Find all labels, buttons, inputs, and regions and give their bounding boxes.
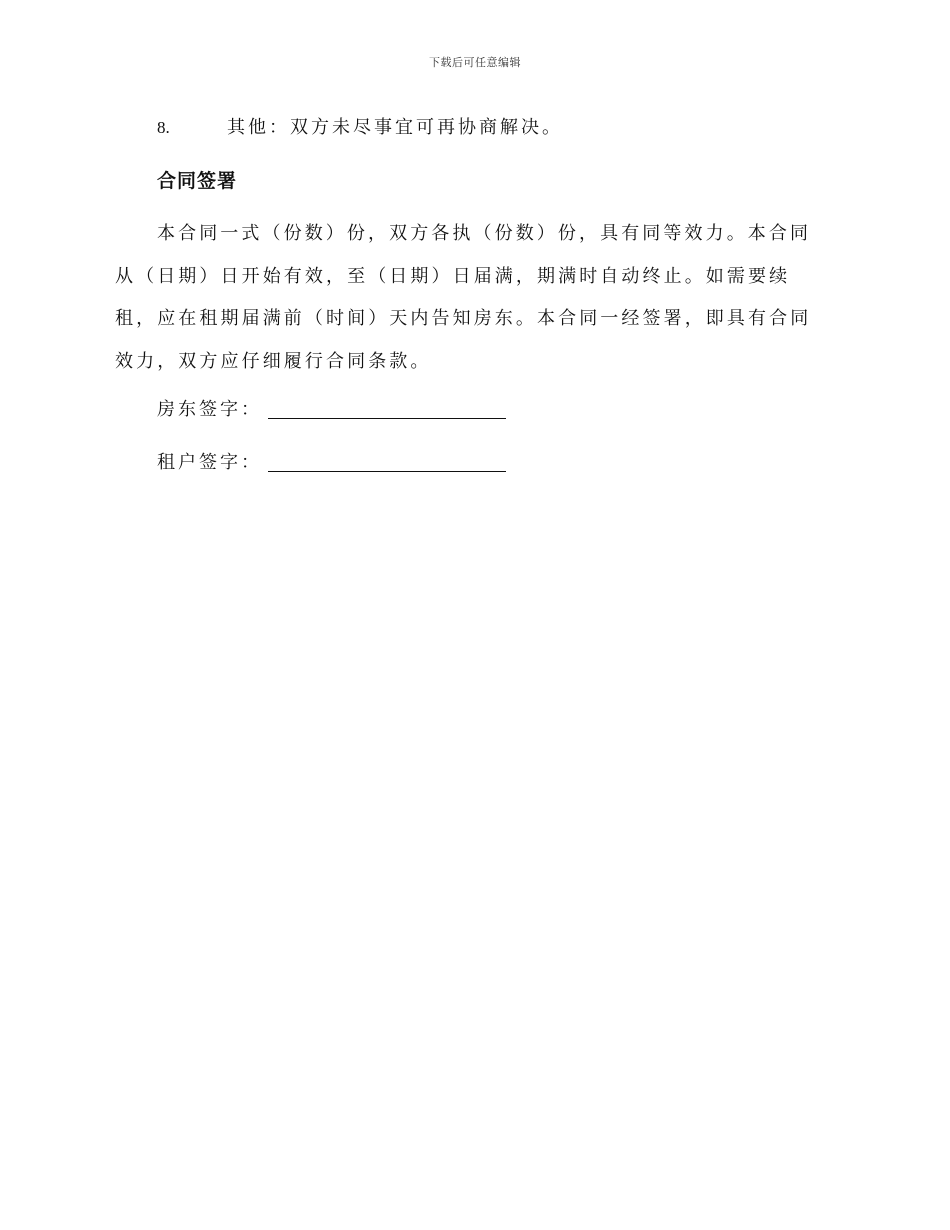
paragraph-line: 效力，双方应仔细履行合同条款。 <box>115 350 432 372</box>
clause-item-8 <box>157 116 563 140</box>
tenant-signature-line <box>268 451 506 472</box>
section-title: 合同签署 <box>157 170 238 192</box>
landlord-signature-line <box>268 398 506 419</box>
paragraph-line: 从（日期）日开始有效，至（日期）日届满，期满时自动终止。如需要续 <box>115 265 791 287</box>
paragraph-line: 本合同一式（份数）份，双方各执（份数）份，具有同等效力。本合同 <box>157 223 812 244</box>
landlord-signature-row <box>157 395 506 421</box>
paragraph-line: 租，应在租期届满前（时间）天内告知房东。本合同一经签署，即具有合同 <box>115 308 812 329</box>
tenant-signature-label: 租户签字： <box>157 452 262 473</box>
clause-number: 8. <box>157 118 170 137</box>
page-header-note: 下载后可任意编辑 <box>429 56 521 69</box>
tenant-signature-row <box>157 448 506 474</box>
landlord-signature-label: 房东签字： <box>157 399 262 420</box>
signing-paragraph <box>115 213 835 383</box>
clause-text: 其他：双方未尽事宜可再协商解决。 <box>227 117 563 138</box>
